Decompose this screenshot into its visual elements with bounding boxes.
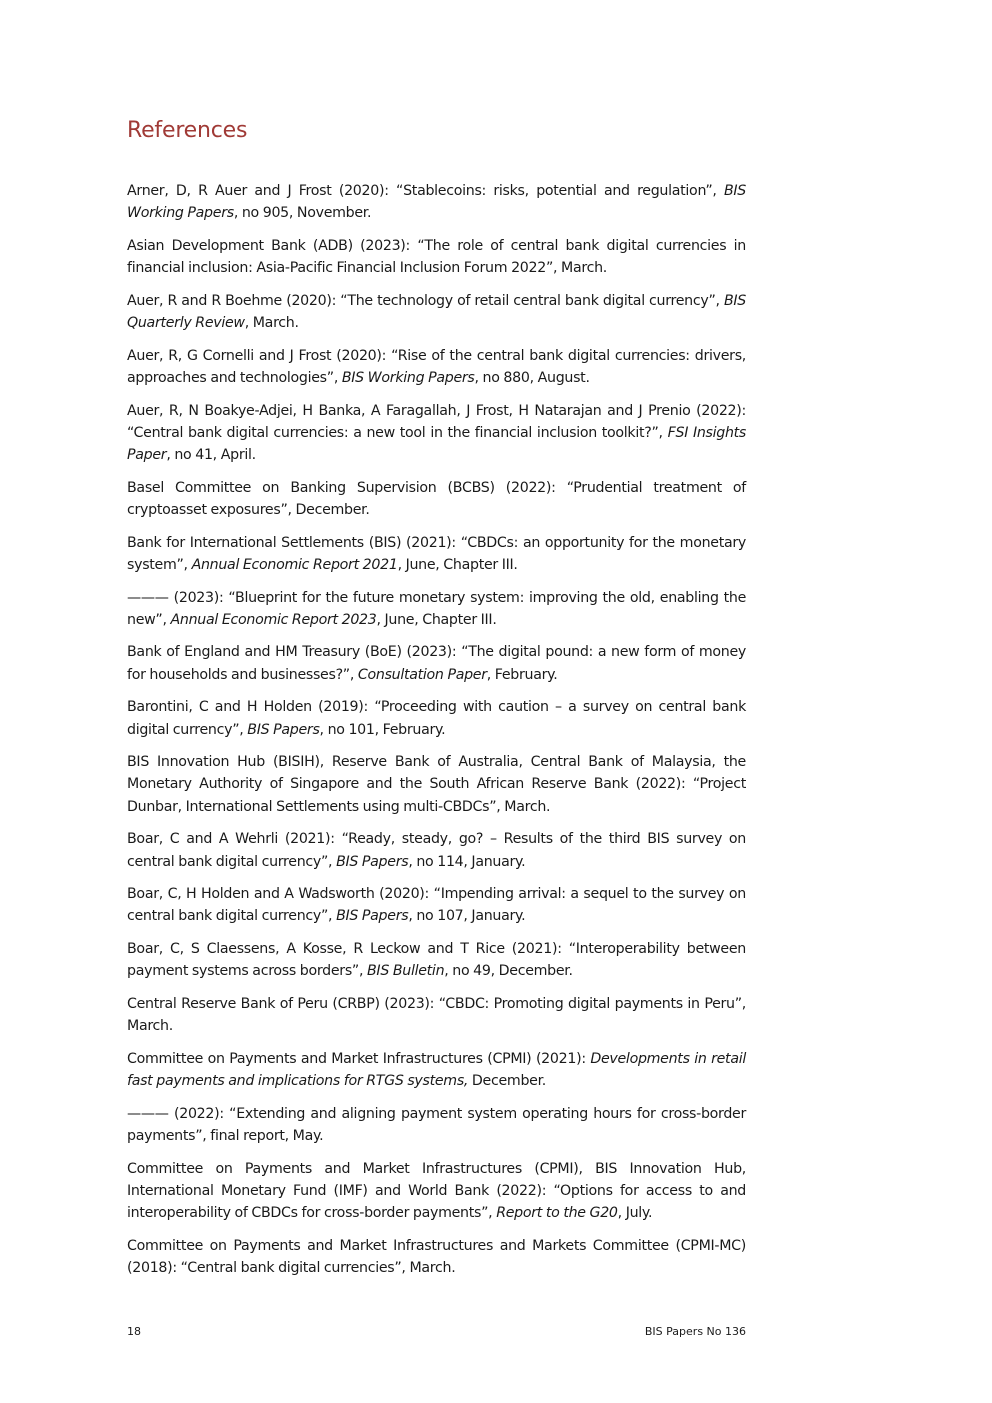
reference-details: December. xyxy=(468,1073,547,1090)
reference-text: ——— (2022): “Extending and aligning payment system operating hours for cross-border payments”, final report, May. xyxy=(127,1105,746,1145)
reference-source: Annual Economic Report 2023 xyxy=(170,611,377,628)
reference-item xyxy=(127,235,746,279)
reference-item xyxy=(127,180,746,224)
reference-item xyxy=(127,828,746,872)
reference-item xyxy=(127,290,746,334)
reference-source: BIS Bulletin xyxy=(367,963,445,980)
reference-item xyxy=(127,1235,746,1279)
reference-item xyxy=(127,696,746,740)
reference-details: , no 107, January. xyxy=(408,908,526,925)
reference-text: Boar, C, S Claessens, A Kosse, R Leckow and T Rice (2021): “Interoperability between payment systems across borders”, xyxy=(127,941,746,980)
reference-details: , no 114, January. xyxy=(408,853,526,870)
reference-item xyxy=(127,1103,746,1147)
reference-text: ——— (2023): “Blueprint for the future monetary system: improving the old, enabling the new”, xyxy=(127,589,746,628)
reference-source: BIS Working Papers xyxy=(341,369,475,386)
reference-item xyxy=(127,751,746,818)
reference-details: , June, Chapter III. xyxy=(397,556,518,573)
reference-text: Committee on Payments and Market Infrastructures and Markets Committee (CPMI-MC) (2018): “Central bank digital currencies”, March. xyxy=(127,1237,746,1277)
reference-text: Central Reserve Bank of Peru (CRBP) (2023): “CBDC: Promoting digital payments in Peru”, March. xyxy=(127,996,746,1035)
reference-details: , February. xyxy=(486,666,558,683)
reference-source: BIS Papers xyxy=(247,721,320,738)
page-heading: References xyxy=(127,118,248,143)
publication-footer: BIS Papers No 136 xyxy=(644,1325,746,1338)
reference-item xyxy=(127,883,746,927)
reference-source: BIS Papers xyxy=(336,853,409,870)
reference-details: , July. xyxy=(617,1205,653,1222)
reference-text: Arner, D, R Auer and J Frost (2020): “Stablecoins: risks, potential and regulation”, xyxy=(127,183,724,199)
reference-text: Auer, R and R Boehme (2020): “The technology of retail central bank digital currency”, xyxy=(127,292,724,309)
reference-item xyxy=(127,587,746,631)
reference-item xyxy=(127,993,746,1037)
reference-text: BIS Innovation Hub (BISIH), Reserve Bank of Australia, Central Bank of Malaysia, the Monetary Authority of Singapore and the South African Reserve Bank (2022): “Project Dunbar, International Settlements using multi-CBDCs”, March. xyxy=(127,754,746,815)
reference-item xyxy=(127,400,746,467)
reference-source: Consultation Paper xyxy=(357,666,487,683)
reference-item xyxy=(127,641,746,685)
reference-text: Committee on Payments and Market Infrastructures (CPMI) (2021): xyxy=(127,1051,591,1067)
reference-text: Bank for International Settlements (BIS) (2021): “CBDCs: an opportunity for the monetary system”, xyxy=(127,534,746,573)
reference-text: Boar, C, H Holden and A Wadsworth (2020): “Impending arrival: a sequel to the survey on central bank digital currency”, xyxy=(127,886,746,925)
reference-source: Report to the G20 xyxy=(496,1205,618,1222)
reference-item xyxy=(127,938,746,982)
reference-text: Boar, C and A Wehrli (2021): “Ready, steady, go? – Results of the third BIS survey on central bank digital currency”, xyxy=(127,831,746,870)
reference-source: BIS Working Papers xyxy=(127,183,746,222)
reference-source: BIS Quarterly Review xyxy=(127,292,746,332)
reference-text: Auer, R, G Cornelli and J Frost (2020): “Rise of the central bank digital currencies: drivers, approaches and technologies”, xyxy=(127,347,746,386)
reference-source: Annual Economic Report 2021 xyxy=(191,556,398,573)
reference-source: Developments in retail fast payments and implications for RTGS systems, xyxy=(127,1051,746,1090)
reference-text: Barontini, C and H Holden (2019): “Proceeding with caution – a survey on central bank digital currency”, xyxy=(127,699,746,738)
reference-text: Bank of England and HM Treasury (BoE) (2023): “The digital pound: a new form of money for households and businesses?”, xyxy=(127,644,746,683)
reference-text: Committee on Payments and Market Infrastructures (CPMI), BIS Innovation Hub, International Monetary Fund (IMF) and World Bank (2022): “Options for access to and interoperability of CBDCs for cross-border payments”, xyxy=(127,1160,746,1222)
reference-list xyxy=(127,180,746,1290)
page-number: 18 xyxy=(127,1325,141,1338)
reference-item xyxy=(127,532,746,576)
reference-item xyxy=(127,1048,746,1092)
reference-details: , March. xyxy=(244,315,299,332)
reference-details: , no 905, November. xyxy=(233,205,372,222)
reference-text: Auer, R, N Boakye-Adjei, H Banka, A Faragallah, J Frost, H Natarajan and J Prenio (2022): “Central bank digital currencies: a new tool in the financial inclusion toolkit?”, xyxy=(127,402,746,441)
reference-source: BIS Papers xyxy=(336,908,409,925)
reference-details: , June, Chapter III. xyxy=(376,611,497,628)
reference-details: , no 101, February. xyxy=(319,721,446,738)
reference-source: FSI Insights Paper xyxy=(127,424,747,464)
reference-details: , no 880, August. xyxy=(474,369,590,386)
reference-item xyxy=(127,477,746,521)
reference-text: Basel Committee on Banking Supervision (BCBS) (2022): “Prudential treatment of cryptoasset exposures”, December. xyxy=(127,479,746,518)
reference-details: , no 49, December. xyxy=(444,963,573,980)
reference-text: Asian Development Bank (ADB) (2023): “The role of central bank digital currencies in financial inclusion: Asia-Pacific Financial Inclusion Forum 2022”, March. xyxy=(127,237,746,277)
reference-item xyxy=(127,1158,746,1225)
reference-item xyxy=(127,345,746,389)
reference-details: , no 41, April. xyxy=(166,447,256,464)
